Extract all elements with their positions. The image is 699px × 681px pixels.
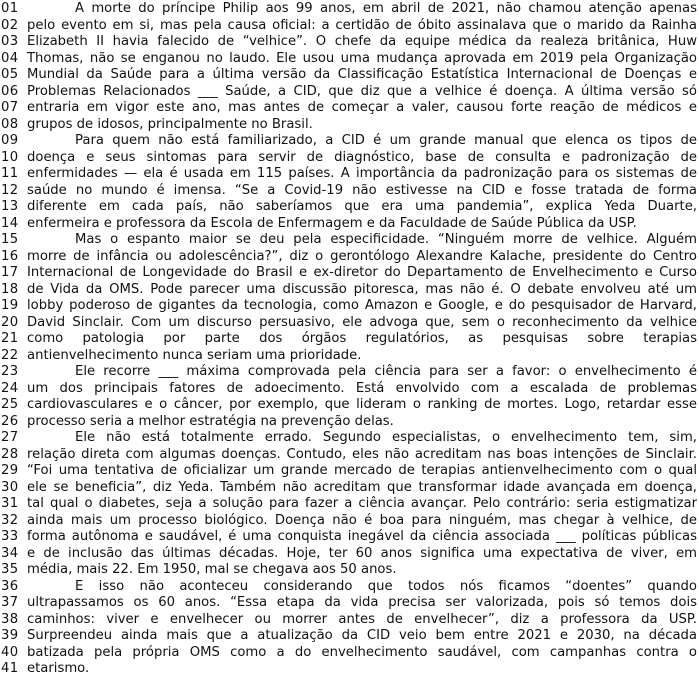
line-number: 25 (1, 397, 19, 412)
text-line (0, 364, 697, 381)
text-line (0, 529, 697, 546)
line-number: 33 (1, 529, 19, 544)
line-text: entraria em vigor este ano, mas antes de começar a valer, causou forte reação de médicos e (27, 100, 697, 115)
line-text: Surpreendeu ainda mais que a atualização da CID veio bem entre 2021 e 2030, na década (27, 628, 697, 643)
line-text: Thomas, não se enganou no laudo. Ele usou uma mudança aprovada em 2019 pela Organização (27, 50, 697, 66)
line-number: 08 (1, 116, 19, 132)
line-text: morre de infância ou adolescência?”, diz o gerontólogo Alexandre Kalache, presidente do Centro (27, 248, 697, 264)
line-text: um dos principais fatores de adoecimento. Está envolvido com a escalada de problemas (27, 380, 697, 396)
line-text: antienvelhecimento nunca seriam uma prioridade. (27, 347, 362, 363)
text-line (0, 331, 697, 348)
line-text: saúde no mundo é imensa. “Se a Covid-19 não estivesse na CID e fosse tratada de forma (27, 182, 697, 198)
line-text: enfermeira e professora da Escola de Enfermagem e da Faculdade de Saúde Pública da USP. (27, 215, 637, 231)
line-text: David Sinclair. Com um discurso persuasivo, ele advoga que, sem o reconhecimento da velhice (27, 314, 697, 330)
line-number: 35 (1, 562, 19, 577)
text-line (0, 480, 697, 497)
line-text: Ele não está totalmente errado. Segundo especialistas, o envelhecimento tem, sim, (75, 430, 697, 445)
line-number: 22 (1, 347, 19, 363)
text-line (0, 216, 697, 233)
text-line (0, 100, 697, 117)
line-number: 36 (1, 578, 19, 594)
line-number: 18 (1, 281, 19, 297)
line-text: etarismo. (27, 661, 90, 676)
text-line (0, 1, 697, 18)
line-number: 10 (1, 149, 19, 165)
line-number: 03 (1, 34, 19, 49)
text-line (0, 282, 697, 299)
line-number: 06 (1, 83, 19, 99)
line-text: doença e seus sintomas para servir de diagnóstico, base de consulta e padronização de (27, 149, 697, 165)
line-number: 09 (1, 133, 19, 148)
line-text: diferente em cada país, não saberíamos que era uma pandemia”, explica Yeda Duarte, (27, 199, 697, 214)
line-text: cardiovasculares e o câncer, por exemplo, que lideram o ranking de mortes. Logo, retardar esse (27, 397, 697, 412)
line-number: 15 (1, 232, 19, 247)
text-line (0, 430, 697, 447)
text-line (0, 67, 697, 84)
text-line (0, 117, 697, 134)
line-number: 05 (1, 67, 19, 82)
line-text: forma autônoma e saudável, é uma conquista inegável da ciência associada ___ políticas públicas (27, 529, 697, 544)
text-line (0, 645, 697, 662)
text-line (0, 315, 697, 332)
line-text: lobby poderoso de gigantes da tecnologia, como Amazon e Google, e do pesquisador de Harvard, (27, 298, 697, 313)
line-text: grupos de idosos, principalmente no Brasil. (27, 116, 313, 132)
line-number: 24 (1, 380, 19, 396)
text-line (0, 595, 697, 612)
line-number: 21 (1, 331, 19, 346)
line-number: 41 (1, 661, 19, 676)
text-line (0, 579, 697, 596)
text-line (0, 496, 697, 513)
line-text: Internacional de Longevidade do Brasil e ex-diretor do Departamento de Envelhecimento e Curso (27, 265, 697, 280)
line-text: Problemas Relacionados ___ Saúde, a CID, que diz que a velhice é doença. A última versão só (27, 83, 697, 99)
line-number: 27 (1, 430, 19, 445)
text-line (0, 447, 697, 464)
line-text: processo seria a melhor estratégia na prevenção delas. (27, 413, 394, 429)
line-number: 14 (1, 215, 19, 231)
line-text: e de inclusão das últimas décadas. Hoje, ter 60 anos significa uma expectativa de viver, em (27, 545, 697, 561)
line-number: 12 (1, 182, 19, 198)
text-line (0, 661, 697, 678)
text-line (0, 414, 697, 431)
line-text: relação direta com algumas doenças. Contudo, eles não acreditam nas boas intenções de Sinclair. (27, 446, 697, 462)
text-line (0, 18, 697, 35)
line-number: 40 (1, 644, 19, 660)
line-number: 01 (1, 1, 19, 16)
line-number: 07 (1, 100, 19, 115)
line-text: Mundial da Saúde para a última versão da Classificação Estatística Internacional de Doenças e (27, 67, 697, 82)
line-text: A morte do príncipe Philip aos 99 anos, em abril de 2021, não chamou atenção apenas (75, 1, 697, 16)
line-text: “Foi uma tentativa de oficializar um grande mercado de terapias antienvelhecimento com o qual (27, 463, 697, 478)
text-line (0, 298, 697, 315)
line-number: 28 (1, 446, 19, 462)
line-number: 16 (1, 248, 19, 264)
line-number: 39 (1, 628, 19, 643)
text-line (0, 397, 697, 414)
line-number: 38 (1, 611, 19, 627)
line-text: Elizabeth II havia falecido de “velhice”. O chefe da equipe médica da realeza britânica, Huw (27, 34, 697, 49)
text-line (0, 232, 697, 249)
line-text: batizada pela própria OMS como a do envelhecimento saudável, com campanhas contra o (27, 644, 697, 660)
text-line (0, 381, 697, 398)
text-line (0, 265, 697, 282)
line-number: 04 (1, 50, 19, 66)
text-line (0, 51, 697, 68)
text-line (0, 463, 697, 480)
line-number: 13 (1, 199, 19, 214)
line-text: enfermidades — ela é usada em 115 países. A importância da padronização para os sistemas de (27, 166, 697, 181)
line-number: 17 (1, 265, 19, 280)
text-line (0, 133, 697, 150)
line-text: ainda mais um processo biológico. Doença não é boa para ninguém, mas chegar à velhice, de (27, 512, 697, 528)
line-text: E isso não aconteceu considerando que todos nós ficamos “doentes” quando (75, 578, 697, 594)
line-number: 19 (1, 298, 19, 313)
line-number: 11 (1, 166, 19, 181)
line-text: tal qual o diabetes, seja a solução para fazer a ciência avançar. Pelo contrário: seria estigmatizar (27, 496, 697, 511)
line-number: 26 (1, 413, 19, 429)
text-line (0, 34, 697, 51)
text-line (0, 513, 697, 530)
line-text: pelo evento em si, mas pela causa oficial: a certidão de óbito assinalava que o marido da Rainha (27, 17, 697, 33)
line-text: média, mais 22. Em 1950, mal se chegava aos 50 anos. (27, 562, 397, 577)
text-line (0, 546, 697, 563)
text-line (0, 183, 697, 200)
line-text: caminhos: viver e envelhecer ou morrer antes de envelhecer”, diz a professora da USP. (27, 611, 697, 627)
line-number: 20 (1, 314, 19, 330)
line-number: 31 (1, 496, 19, 511)
line-number: 30 (1, 479, 19, 495)
line-number: 34 (1, 545, 19, 561)
line-text: de Vida da OMS. Pode parecer uma discussão pitoresca, mas não é. O debate envolveu até um (27, 281, 697, 297)
line-number: 32 (1, 512, 19, 528)
text-line (0, 562, 697, 579)
line-number: 23 (1, 364, 19, 379)
text-line (0, 150, 697, 167)
text-line (0, 249, 697, 266)
line-text: Ele recorre ___ máxima comprovada pela ciência para ser a favor: o envelhecimento é (75, 364, 697, 379)
line-number: 37 (1, 595, 19, 610)
line-text: Para quem não está familiarizado, a CID é um grande manual que elenca os tipos de (75, 133, 697, 148)
text-line (0, 348, 697, 365)
line-text: Mas o espanto maior se deu pela especificidade. “Ninguém morre de velhice. Alguém (75, 232, 697, 247)
line-text: ele se beneficia”, diz Yeda. Também não acreditam que transformar idade avançada em doença, (27, 479, 697, 495)
text-line (0, 612, 697, 629)
line-text: como patologia por parte dos órgãos regulatórios, as pesquisas sobre terapias (27, 331, 697, 346)
text-line (0, 166, 697, 183)
line-number: 29 (1, 463, 19, 478)
text-line (0, 199, 697, 216)
text-line (0, 84, 697, 101)
line-number: 02 (1, 17, 19, 33)
line-text: ultrapassamos os 60 anos. “Essa etapa da vida precisa ser valorizada, pois só temos dois (27, 595, 697, 610)
text-line (0, 628, 697, 645)
